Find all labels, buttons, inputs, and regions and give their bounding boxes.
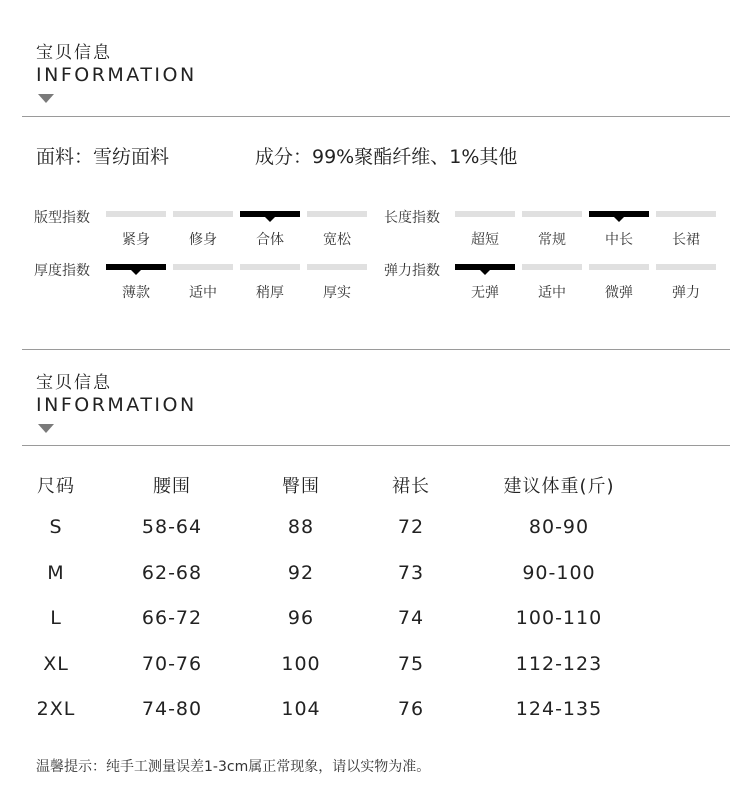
table-cell: 76: [397, 698, 425, 720]
index-bar: [589, 264, 649, 270]
table-cell: 92: [287, 561, 315, 584]
table-cell: 80-90: [528, 516, 590, 538]
index-option: 弹力: [672, 285, 700, 301]
index-bar: [173, 264, 233, 270]
table-cell: 62-68: [141, 561, 203, 584]
table-cell: M: [47, 561, 65, 584]
index-option: 超短: [471, 232, 499, 248]
section-header-info: [36, 38, 197, 103]
index-option: 合体: [256, 232, 284, 248]
divider: [22, 116, 730, 117]
table-cell: 74: [397, 607, 425, 629]
table-cell: 104: [281, 698, 321, 720]
index-bar: [106, 211, 166, 217]
index-option: 微弹: [605, 285, 633, 301]
index-option: 紧身: [122, 232, 150, 248]
table-cell: 100: [281, 652, 321, 675]
index-option: 修身: [189, 232, 217, 248]
table-cell: L: [50, 607, 62, 629]
index-option: 薄款: [122, 285, 150, 301]
table-cell: 75: [397, 652, 425, 675]
index-label: 长度指数: [384, 210, 440, 226]
index-bar: [522, 264, 582, 270]
table-cell: 100-110: [515, 607, 603, 629]
table-header: 裙长: [392, 476, 430, 497]
index-bar-selected: [240, 211, 300, 217]
index-option: 中长: [605, 232, 633, 248]
table-cell: 70-76: [141, 652, 203, 675]
section-title-en: INFORMATION: [36, 394, 197, 416]
table-header: 尺码: [37, 476, 75, 497]
index-bar-selected: [106, 264, 166, 270]
section-title-en: INFORMATION: [36, 64, 197, 86]
table-header: 臀围: [282, 476, 320, 497]
index-bar: [240, 264, 300, 270]
index-bar: [522, 211, 582, 217]
index-bar: [307, 211, 367, 217]
section-header-size: [36, 368, 197, 433]
table-cell: 90-100: [522, 561, 596, 584]
index-option: 常规: [538, 232, 566, 248]
fabric-material: 面料：雪纺面料: [36, 146, 170, 168]
index-bar: [307, 264, 367, 270]
table-cell: 72: [397, 516, 425, 538]
measurement-note: 温馨提示：纯手工测量误差1-3cm属正常现象，请以实物为准。: [36, 759, 431, 775]
divider: [22, 349, 730, 350]
table-cell: 73: [397, 561, 425, 584]
index-option: 宽松: [323, 232, 351, 248]
triangle-down-icon: [38, 94, 54, 103]
index-bar: [656, 264, 716, 270]
index-option: 长裙: [672, 232, 700, 248]
divider: [22, 445, 730, 446]
fabric-composition: 成分：99%聚酯纤维、1%其他: [255, 146, 518, 168]
table-cell: 124-135: [515, 698, 603, 720]
index-bar: [656, 211, 716, 217]
index-label: 厚度指数: [34, 263, 90, 279]
table-cell: 96: [287, 607, 315, 629]
table-header: 腰围: [153, 476, 191, 497]
index-option: 适中: [538, 285, 566, 301]
index-option: 适中: [189, 285, 217, 301]
section-title-zh: 宝贝信息: [36, 373, 112, 393]
table-cell: XL: [43, 652, 69, 675]
table-cell: 74-80: [141, 698, 203, 720]
table-cell: 2XL: [36, 698, 76, 720]
index-bar-selected: [589, 211, 649, 217]
index-option: 稍厚: [256, 285, 284, 301]
index-bar: [455, 211, 515, 217]
index-option: 无弹: [471, 285, 499, 301]
section-title-zh: 宝贝信息: [36, 43, 112, 63]
table-cell: 112-123: [515, 652, 603, 675]
table-cell: 88: [287, 516, 315, 538]
index-label: 弹力指数: [384, 263, 440, 279]
table-cell: S: [49, 516, 63, 538]
table-cell: 58-64: [141, 516, 203, 538]
table-cell: 66-72: [141, 607, 203, 629]
index-option: 厚实: [323, 285, 351, 301]
index-label: 版型指数: [34, 210, 90, 226]
table-header: 建议体重(斤): [503, 476, 615, 497]
index-bar-selected: [455, 264, 515, 270]
index-bar: [173, 211, 233, 217]
triangle-down-icon: [38, 424, 54, 433]
